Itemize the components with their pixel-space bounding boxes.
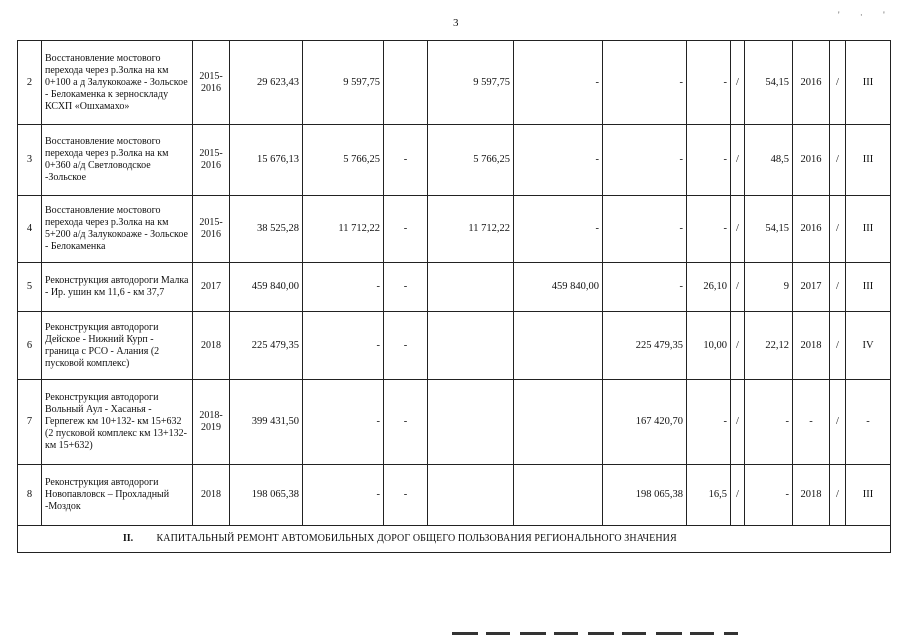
value-col-3: 5 766,25: [428, 125, 514, 196]
separator-1: /: [731, 465, 745, 526]
total-cost: 15 676,13: [230, 125, 303, 196]
separator-2: /: [830, 380, 846, 465]
value-col-5: 198 065,38: [603, 465, 687, 526]
value-col-3: [428, 263, 514, 312]
commission-year: -: [793, 380, 830, 465]
value-col-2: [384, 41, 428, 125]
scan-specks: ' · ': [838, 10, 894, 20]
separator-1: /: [731, 125, 745, 196]
table-row: [18, 380, 891, 465]
table-row: [18, 196, 891, 263]
separator-1: /: [731, 312, 745, 380]
value-col-5: -: [603, 263, 687, 312]
value-col-4: -: [514, 41, 603, 125]
value-col-4: [514, 380, 603, 465]
object-name: Реконструкция автодороги Вольный Аул - Хасанья - Герпегеж км 10+132- км 15+632 (2 пусковой комплекс км 13+132-км 15+632): [42, 380, 193, 465]
separator-2: /: [830, 41, 846, 125]
road-category: III: [846, 465, 891, 526]
value-col-7: 9: [745, 263, 793, 312]
separator-2: /: [830, 465, 846, 526]
construction-years: 2015-2016: [193, 41, 230, 125]
object-name: Реконструкция автодороги Новопавловск – Прохладный -Моздок: [42, 465, 193, 526]
separator-2: /: [830, 312, 846, 380]
section-title: КАПИТАЛЬНЫЙ РЕМОНТ АВТОМОБИЛЬНЫХ ДОРОГ ОБЩЕГО ПОЛЬЗОВАНИЯ РЕГИОНАЛЬНОГО ЗНАЧЕНИЯ: [156, 533, 677, 544]
value-col-7: 54,15: [745, 41, 793, 125]
separator-1: /: [731, 196, 745, 263]
value-col-2: -: [384, 465, 428, 526]
value-col-4: 459 840,00: [514, 263, 603, 312]
value-col-1: 9 597,75: [303, 41, 384, 125]
value-col-1: -: [303, 312, 384, 380]
road-category: III: [846, 196, 891, 263]
works-table: [17, 40, 891, 553]
value-col-1: 5 766,25: [303, 125, 384, 196]
value-col-2: -: [384, 196, 428, 263]
value-col-5: -: [603, 125, 687, 196]
section-cell: [18, 526, 891, 553]
construction-years: 2017: [193, 263, 230, 312]
commission-year: 2018: [793, 312, 830, 380]
value-col-7: 22,12: [745, 312, 793, 380]
separator-2: /: [830, 263, 846, 312]
total-cost: 29 623,43: [230, 41, 303, 125]
table-row: [18, 263, 891, 312]
separator-2: /: [830, 125, 846, 196]
value-col-6: 10,00: [687, 312, 731, 380]
value-col-3: 9 597,75: [428, 41, 514, 125]
value-col-5: -: [603, 41, 687, 125]
row-number: 2: [18, 41, 42, 125]
construction-years: 2018: [193, 312, 230, 380]
object-name: Реконструкция автодороги Малка - Ир. ушин км 11,6 - км 37,7: [42, 263, 193, 312]
row-number: 4: [18, 196, 42, 263]
value-col-4: -: [514, 196, 603, 263]
value-col-2: -: [384, 380, 428, 465]
value-col-6: -: [687, 380, 731, 465]
scan-artifact-line: [452, 632, 738, 635]
object-name: Восстановление мостового перехода через р.Золка на км 0+360 а/д Светловодское -Зольское: [42, 125, 193, 196]
value-col-5: 167 420,70: [603, 380, 687, 465]
table-row: [18, 312, 891, 380]
value-col-7: -: [745, 380, 793, 465]
value-col-5: -: [603, 196, 687, 263]
value-col-1: 11 712,22: [303, 196, 384, 263]
value-col-4: [514, 465, 603, 526]
table-row: [18, 41, 891, 125]
total-cost: 38 525,28: [230, 196, 303, 263]
construction-years: 2018: [193, 465, 230, 526]
table-row: [18, 125, 891, 196]
value-col-6: -: [687, 196, 731, 263]
separator-1: /: [731, 41, 745, 125]
road-category: III: [846, 263, 891, 312]
value-col-4: -: [514, 125, 603, 196]
construction-years: 2015-2016: [193, 125, 230, 196]
row-number: 5: [18, 263, 42, 312]
object-name: Восстановление мостового перехода через р.Золка на км 0+100 а д Залукокоаже - Зольское - Белокаменка к зерноскладу КСХП «Ошхамахо»: [42, 41, 193, 125]
value-col-2: -: [384, 263, 428, 312]
object-name: Восстановление мостового перехода через р.Золка на км 5+200 а/д Залукокоаже - Зольское - Белокаменка: [42, 196, 193, 263]
value-col-6: 26,10: [687, 263, 731, 312]
commission-year: 2016: [793, 41, 830, 125]
total-cost: 399 431,50: [230, 380, 303, 465]
value-col-3: [428, 312, 514, 380]
row-number: 7: [18, 380, 42, 465]
road-category: IV: [846, 312, 891, 380]
value-col-7: 54,15: [745, 196, 793, 263]
row-number: 6: [18, 312, 42, 380]
commission-year: 2016: [793, 125, 830, 196]
road-category: -: [846, 380, 891, 465]
construction-years: 2018-2019: [193, 380, 230, 465]
commission-year: 2017: [793, 263, 830, 312]
section-row: [18, 526, 891, 553]
total-cost: 198 065,38: [230, 465, 303, 526]
value-col-3: [428, 380, 514, 465]
row-number: 8: [18, 465, 42, 526]
value-col-6: -: [687, 41, 731, 125]
value-col-7: 48,5: [745, 125, 793, 196]
value-col-2: -: [384, 125, 428, 196]
page-number: 3: [453, 17, 459, 29]
total-cost: 225 479,35: [230, 312, 303, 380]
road-category: III: [846, 41, 891, 125]
section-number: II.: [122, 533, 134, 544]
value-col-1: -: [303, 263, 384, 312]
separator-2: /: [830, 196, 846, 263]
value-col-1: -: [303, 380, 384, 465]
object-name: Реконструкция автодороги Дейское - Нижний Курп - граница с РСО - Алания (2 пусковой комплекс): [42, 312, 193, 380]
total-cost: 459 840,00: [230, 263, 303, 312]
value-col-7: -: [745, 465, 793, 526]
value-col-3: 11 712,22: [428, 196, 514, 263]
value-col-3: [428, 465, 514, 526]
value-col-4: [514, 312, 603, 380]
value-col-6: 16,5: [687, 465, 731, 526]
separator-1: /: [731, 263, 745, 312]
value-col-2: -: [384, 312, 428, 380]
value-col-5: 225 479,35: [603, 312, 687, 380]
separator-1: /: [731, 380, 745, 465]
value-col-1: -: [303, 465, 384, 526]
value-col-6: -: [687, 125, 731, 196]
row-number: 3: [18, 125, 42, 196]
commission-year: 2016: [793, 196, 830, 263]
table-row: [18, 465, 891, 526]
construction-years: 2015-2016: [193, 196, 230, 263]
road-category: III: [846, 125, 891, 196]
commission-year: 2018: [793, 465, 830, 526]
